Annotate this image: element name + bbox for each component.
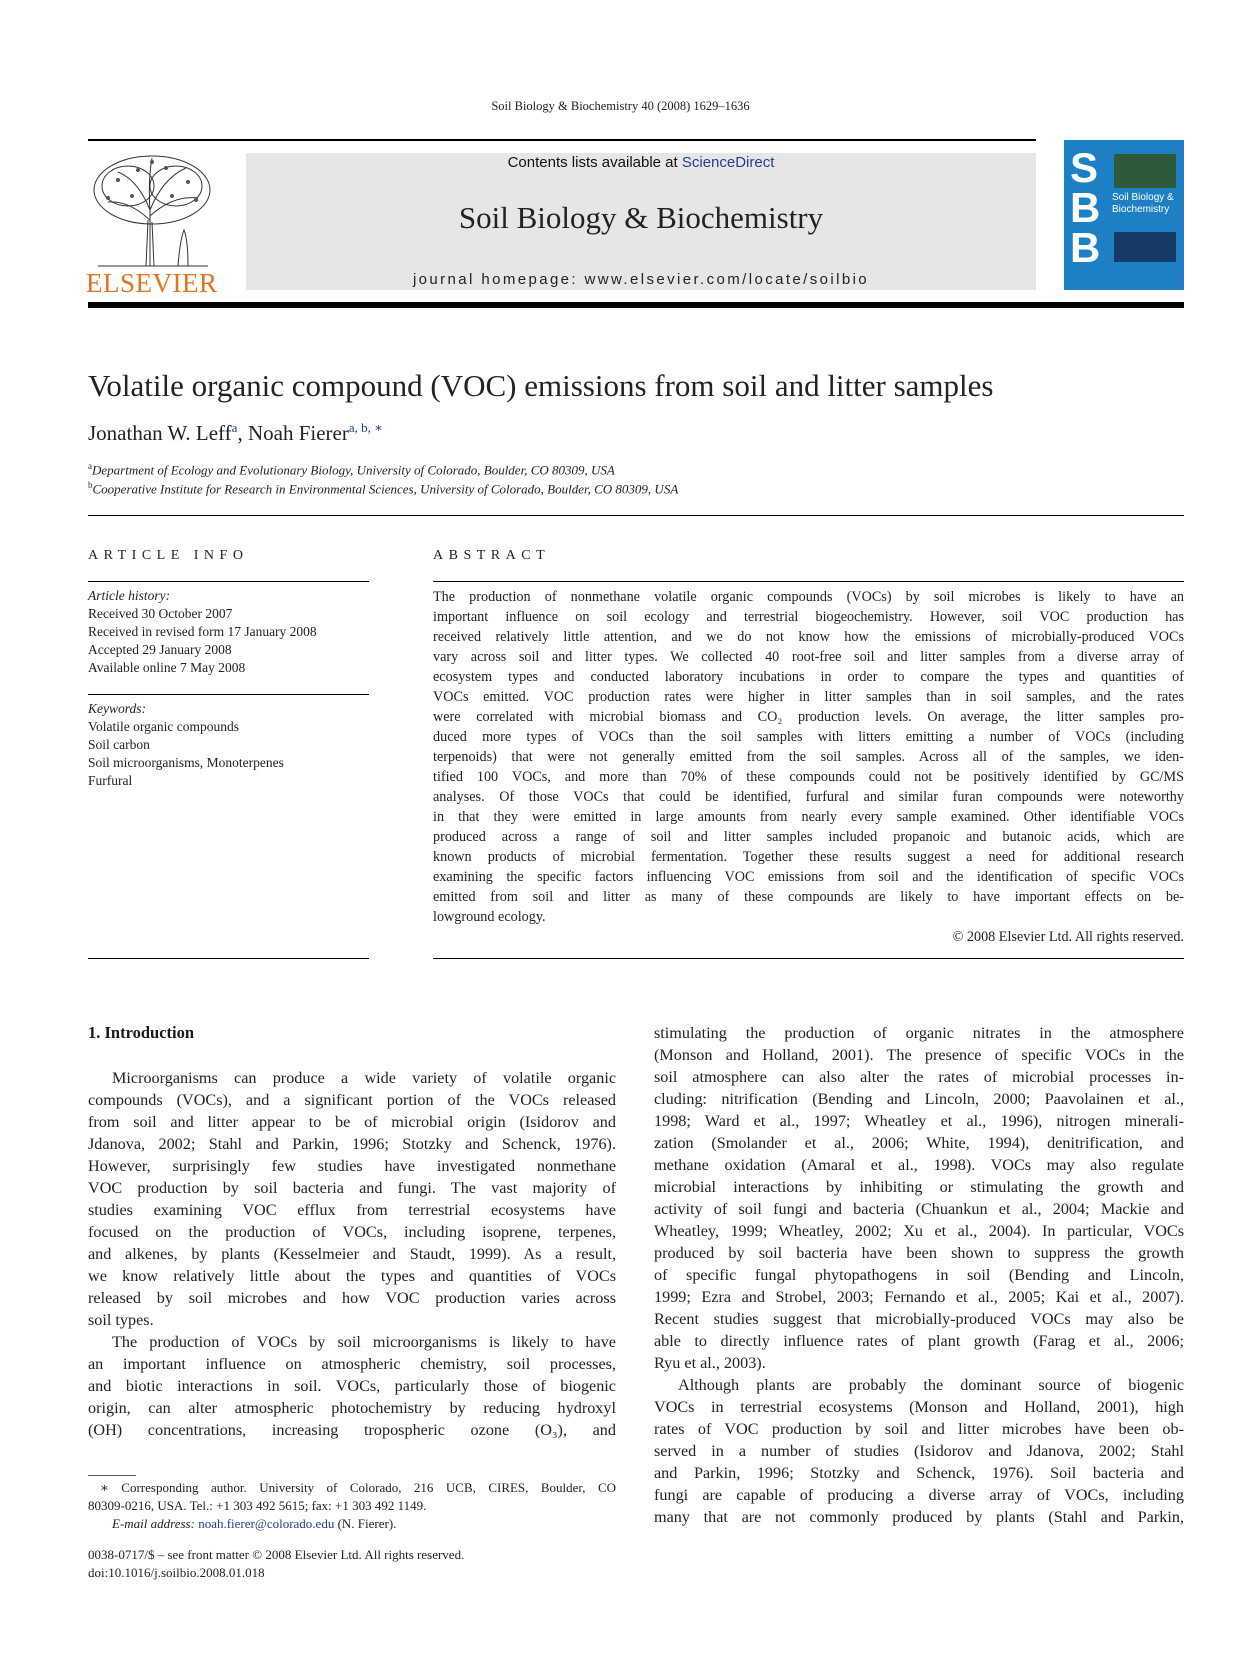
- body-line: from soil and litter appear to be of microbial origin (Isidorov and: [88, 1113, 616, 1131]
- footnote-line: ∗ Corresponding author. University of Colorado, 216 UCB, CIRES, Boulder, CO: [100, 1480, 616, 1495]
- abstract-line: produced across a range of soil and litter samples included propanoic and butanoic acids, which are: [433, 829, 1184, 845]
- abstract-copyright: © 2008 Elsevier Ltd. All rights reserved.: [952, 929, 1184, 945]
- body-line: activity of soil fungi and bacteria (Chuankun et al., 2004; Mackie and: [654, 1200, 1184, 1218]
- sciencedirect-link[interactable]: ScienceDirect: [681, 154, 775, 171]
- body-line: Microorganisms can produce a wide variety of volatile organic: [112, 1069, 616, 1087]
- affiliation-rule: [88, 515, 1184, 516]
- history-received: Received 30 October 2007: [88, 606, 233, 621]
- corresponding-author-footnote: [88, 1479, 616, 1533]
- body-line: Wheatley, 1999; Wheatley, 2002; Xu et al., 2004). In particular, VOCs: [654, 1222, 1184, 1240]
- body-line: served in a number of studies (Isidorov and Jdanova, 2002; Stahl: [654, 1442, 1184, 1460]
- abstract-line: important influence on soil ecology and terrestrial biogeochemistry. However, soil VOC production has: [433, 609, 1184, 625]
- body-line: and biotic interactions in soil. VOCs, particularly those of biogenic: [88, 1377, 616, 1395]
- contents-line: [246, 154, 1036, 171]
- affiliation-b: [88, 480, 678, 497]
- email-label: E-mail address:: [112, 1516, 199, 1531]
- abstract-line: tified 100 VOCs, and more than 70% of these compounds could not be positively identified by GC/MS: [433, 769, 1184, 785]
- body-line: The production of VOCs by soil microorganisms is likely to have: [112, 1333, 616, 1351]
- history-online: Available online 7 May 2008: [88, 660, 246, 675]
- article-info-heading: ARTICLE INFO: [88, 548, 249, 563]
- email-link[interactable]: noah.fierer@colorado.edu: [198, 1516, 335, 1531]
- abstract-line: emitted from soil and litter as many of these compounds are likely to have important effects on be-: [433, 889, 1184, 905]
- body-line: zation (Smolander et al., 2006; White, 1994), denitrification, and: [654, 1134, 1184, 1152]
- history-revised: Received in revised form 17 January 2008: [88, 624, 317, 639]
- email-suffix: (N. Fierer).: [334, 1516, 397, 1531]
- front-matter: [88, 1546, 464, 1582]
- abstract-line: in that they were emitted in large amounts from nearly every sample examined. Other identifiable VOCs: [433, 809, 1184, 825]
- body-line: of specific fungal phytopathogens in soil (Bending and Lincoln,: [654, 1266, 1184, 1284]
- elsevier-wordmark: ELSEVIER: [86, 268, 218, 298]
- cover-letter-s: S: [1070, 144, 1099, 191]
- header-top-rule: [88, 139, 1036, 141]
- body-line: microbial interactions by inhibiting or stimulating the growth and: [654, 1178, 1184, 1196]
- abstract-line: duced more types of VOCs than the soil samples with litters emitting a number of VOCs (including: [433, 729, 1184, 745]
- body-line: stimulating the production of organic nitrates in the atmosphere: [654, 1024, 1184, 1042]
- body-line: However, surprisingly few studies have investigated nonmethane: [88, 1157, 616, 1175]
- body-line: (OH) concentrations, increasing tropospheric ozone (O₃), and: [88, 1421, 616, 1439]
- body-line: and Parkin, 1996; Stotzky and Schenck, 1976). Soil bacteria and: [654, 1464, 1184, 1482]
- abstract-rule-top: [433, 581, 1184, 582]
- abstract-line: ecosystem types and conducted laboratory incubations in order to compare the types and quantities of: [433, 669, 1184, 685]
- body-line: cluding: nitrification (Bending and Lincoln, 2000; Paavolainen et al.,: [654, 1090, 1184, 1108]
- abstract-line: known products of microbial fermentation. Together these results suggest a need for additional research: [433, 849, 1184, 865]
- abstract-line: The production of nonmethane volatile organic compounds (VOCs) by soil microbes is likely to have an: [433, 589, 1184, 605]
- keyword-item: Soil carbon: [88, 737, 150, 752]
- body-line: focused on the production of VOCs, including isoprene, terpenes,: [88, 1223, 616, 1241]
- body-line: 1999; Ezra and Strobel, 2003; Fernando et al., 2005; Kai et al., 2007).: [654, 1288, 1184, 1306]
- contents-prefix: Contents lists available at: [507, 154, 682, 171]
- body-line: able to directly influence rates of plant growth (Farag et al., 2006;: [654, 1332, 1184, 1350]
- abstract-line: lowground ecology.: [433, 909, 546, 925]
- author-fierer: Noah Fierer: [247, 421, 349, 445]
- body-line: Ryu et al., 2003).: [654, 1354, 766, 1372]
- body-line: 1998; Ward et al., 1997; Wheatley et al., 1996), nitrogen minerali-: [654, 1112, 1184, 1130]
- keywords-label: Keywords:: [88, 701, 146, 716]
- abstract-line: received relatively little attention, and we do not know how the emissions of microbially-produced VOCs: [433, 629, 1184, 645]
- article-info-rule-mid: [88, 694, 369, 695]
- cover-letter-b1: B: [1070, 184, 1101, 231]
- body-line: released by soil microbes and how VOC production varies across: [88, 1289, 616, 1307]
- body-line: VOCs in terrestrial ecosystems (Monson and Holland, 2001), high: [654, 1398, 1184, 1416]
- header-bottom-rule: [88, 302, 1184, 308]
- body-column-left: [88, 1067, 616, 1441]
- cover-letter-b2: B: [1070, 224, 1101, 271]
- journal-reference: Soil Biology & Biochemistry 40 (2008) 1629–1636: [491, 99, 750, 113]
- doi-line[interactable]: doi:10.1016/j.soilbio.2008.01.018: [88, 1565, 265, 1580]
- body-line: Jdanova, 2002; Stahl and Parkin, 1996; Stotzky and Schenck, 1976).: [88, 1135, 616, 1153]
- abstract-heading: ABSTRACT: [433, 548, 551, 563]
- abstract-line: were correlated with microbial biomass and CO₂ production levels. On average, the litter samples pro-: [433, 709, 1184, 725]
- author-leff: Jonathan W. Leff: [88, 421, 232, 445]
- abstract-line: examining the specific factors influencing VOC emissions from soil and the identification of specific VOCs: [433, 869, 1184, 885]
- journal-name: Soil Biology & Biochemistry: [458, 200, 824, 235]
- body-line: we know relatively little about the types and quantities of VOCs: [88, 1267, 616, 1285]
- body-line: methane oxidation (Amaral et al., 1998). VOCs may also regulate: [654, 1156, 1184, 1174]
- abstract-line: VOCs emitted. VOC production rates were higher in litter samples than in soil samples, and the rates: [433, 689, 1184, 705]
- footnote-email-line: [88, 1515, 616, 1533]
- body-line: an important influence on atmospheric chemistry, soil processes,: [88, 1355, 616, 1373]
- abstract-line: vary across soil and litter types. We collected 40 root-free soil and litter samples from a diverse array of: [433, 649, 1184, 665]
- body-line: many that are not commonly produced by plants (Stahl and Parkin,: [654, 1508, 1184, 1526]
- abstract-body: [433, 587, 1184, 927]
- author-separator: ,: [237, 421, 248, 445]
- footnote-line: 80309-0216, USA. Tel.: +1 303 492 5615; fax: +1 303 492 1149.: [88, 1498, 427, 1513]
- affiliation-b-marker: b: [88, 480, 93, 490]
- body-column-right: [654, 1022, 1184, 1528]
- affiliation-a-text: Department of Ecology and Evolutionary Biology, University of Colorado, Boulder, CO 80309, USA: [92, 462, 615, 478]
- body-line: compounds (VOCs), and a significant portion of the VOCs released: [88, 1091, 616, 1109]
- abstract-line: analyses. Of those VOCs that could be identified, furfural and similar furan compounds were noteworthy: [433, 789, 1184, 805]
- body-line: Although plants are probably the dominant source of biogenic: [678, 1376, 1184, 1394]
- author-line: [88, 420, 383, 446]
- body-line: VOC production by soil bacteria and fungi. The vast majority of: [88, 1179, 616, 1197]
- body-line: (Monson and Holland, 2001). The presence of specific VOCs in the: [654, 1046, 1184, 1064]
- article-history: [88, 587, 317, 677]
- body-line: Recent studies suggest that microbially-produced VOCs may also be: [654, 1310, 1184, 1328]
- front-matter-line: 0038-0717/$ – see front matter © 2008 Elsevier Ltd. All rights reserved.: [88, 1547, 465, 1562]
- affiliation-a-marker: a: [88, 461, 92, 471]
- body-line: soil atmosphere can also alter the rates of microbial processes in-: [654, 1068, 1184, 1086]
- abstract-line: terpenoids) that were not generally emitted from the soil samples. Across all of the samples, we iden-: [433, 749, 1184, 765]
- keyword-item: Soil microorganisms, Monoterpenes: [88, 755, 284, 770]
- journal-cover-thumbnail: [1064, 140, 1184, 290]
- history-accepted: Accepted 29 January 2008: [88, 642, 232, 657]
- history-label: Article history:: [88, 588, 171, 603]
- body-line: and alkenes, by plants (Kesselmeier and Staudt, 1999). As a result,: [88, 1245, 616, 1263]
- footnote-rule: [88, 1475, 136, 1476]
- keyword-item: Volatile organic compounds: [88, 719, 239, 734]
- body-line: produced by soil bacteria have been shown to suppress the growth: [654, 1244, 1184, 1262]
- body-line: studies examining VOC efflux from terrestrial ecosystems have: [88, 1201, 616, 1219]
- journal-homepage[interactable]: journal homepage: www.elsevier.com/locate/soilbio: [412, 271, 870, 288]
- introduction-heading: 1. Introduction: [88, 1023, 195, 1042]
- affiliation-a: [88, 461, 615, 478]
- affiliation-b-text: Cooperative Institute for Research in Environmental Sciences, University of Colorado, Boulder, CO 80309, USA: [92, 481, 679, 497]
- body-line: soil types.: [88, 1311, 154, 1329]
- article-title: Volatile organic compound (VOC) emissions from soil and litter samples: [88, 368, 994, 403]
- keywords: [88, 700, 284, 790]
- author-fierer-affil[interactable]: a, b, ∗: [348, 420, 383, 435]
- body-line: rates of VOC production by soil and litter microbes have been ob-: [654, 1420, 1184, 1438]
- abstract-rule-bottom: [433, 958, 1184, 959]
- article-info-rule-top: [88, 581, 369, 582]
- cover-title: Soil Biology & Biochemistry: [1112, 192, 1174, 215]
- author-leff-affil[interactable]: a: [231, 420, 238, 435]
- body-line: origin, can alter atmospheric photochemistry by reducing hydroxyl: [88, 1399, 616, 1417]
- body-line: fungi are capable of producing a diverse array of VOCs, including: [654, 1486, 1184, 1504]
- keyword-item: Furfural: [88, 773, 133, 788]
- article-info-rule-bottom: [88, 958, 369, 959]
